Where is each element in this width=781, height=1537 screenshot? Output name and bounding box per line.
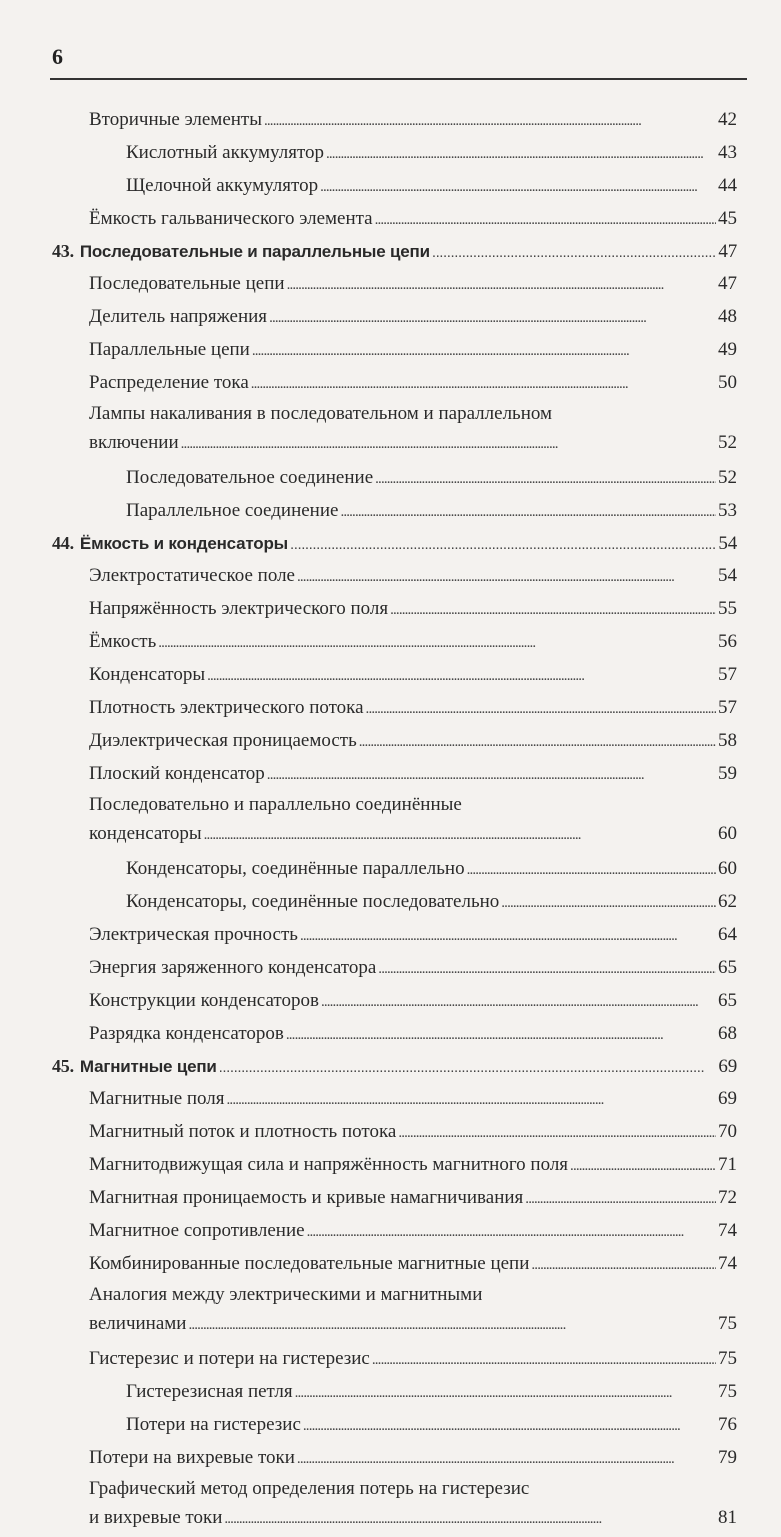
toc-leader-dots bbox=[307, 1215, 716, 1248]
toc-entry[interactable] bbox=[52, 1149, 737, 1182]
toc-leader-dots bbox=[204, 818, 716, 851]
toc-entry[interactable] bbox=[52, 560, 737, 593]
toc-leader-dots bbox=[290, 528, 716, 560]
toc-entry-title: Последовательные цепи bbox=[89, 273, 285, 294]
toc-entry[interactable] bbox=[52, 367, 737, 400]
toc-page-number: 75 bbox=[718, 1348, 737, 1369]
toc-entry-title: Магнитные цепи bbox=[79, 1057, 217, 1076]
toc-entry-title-line1: Аналогия между электрическими и магнитными bbox=[89, 1284, 483, 1305]
toc-entry[interactable] bbox=[52, 400, 737, 460]
toc-entry-title: Распределение тока bbox=[89, 372, 249, 393]
toc-entry[interactable] bbox=[52, 952, 737, 985]
toc-entry[interactable] bbox=[52, 1409, 737, 1442]
toc-section-number: 43. bbox=[52, 241, 74, 261]
toc-leader-dots bbox=[181, 427, 716, 460]
toc-entry-title-line1: Последовательно и параллельно соединённые bbox=[89, 794, 462, 815]
header-rule bbox=[50, 78, 747, 80]
toc-leader-dots bbox=[297, 560, 716, 593]
toc-entry-title: Энергия заряженного конденсатора bbox=[89, 957, 377, 978]
toc-page-number: 64 bbox=[718, 924, 737, 945]
toc-entry-title: Диэлектрическая проницаемость bbox=[89, 730, 357, 751]
toc-leader-dots bbox=[398, 1116, 716, 1149]
toc-leader-dots bbox=[467, 853, 716, 886]
toc-entry-title: Магнитные поля bbox=[89, 1088, 225, 1109]
toc-entry[interactable] bbox=[52, 1376, 737, 1409]
toc-entry[interactable] bbox=[52, 1343, 737, 1376]
toc-page-number: 68 bbox=[718, 1023, 737, 1044]
toc-entry-title: Электрическая прочность bbox=[89, 924, 298, 945]
toc-entry-title: Параллельное соединение bbox=[126, 500, 339, 521]
toc-page-number: 72 bbox=[718, 1187, 737, 1208]
toc-entry-title: величинами bbox=[89, 1313, 187, 1334]
toc-entry[interactable] bbox=[52, 462, 737, 495]
toc-page-number: 48 bbox=[718, 306, 737, 327]
toc-leader-dots bbox=[375, 462, 716, 495]
toc-leader-dots bbox=[269, 301, 716, 334]
toc-page-number: 81 bbox=[718, 1507, 737, 1528]
toc-leader-dots bbox=[252, 334, 716, 367]
toc-entry[interactable] bbox=[52, 791, 737, 851]
toc-leader-dots bbox=[375, 203, 716, 236]
toc-leader-dots bbox=[219, 1051, 717, 1083]
toc-leader-dots bbox=[525, 1182, 716, 1215]
toc-leader-dots bbox=[297, 1442, 716, 1475]
toc-page-number: 58 bbox=[718, 730, 737, 751]
toc-entry[interactable] bbox=[52, 203, 737, 236]
toc-page-number: 70 bbox=[718, 1121, 737, 1142]
toc-page-number: 74 bbox=[718, 1253, 737, 1274]
toc-leader-dots bbox=[158, 626, 716, 659]
toc-entry-title: Кислотный аккумулятор bbox=[126, 142, 324, 163]
toc-page-number: 47 bbox=[718, 273, 737, 294]
toc-page-number: 49 bbox=[718, 339, 737, 360]
toc-entry-title: Потери на гистерезис bbox=[126, 1414, 301, 1435]
toc-entry[interactable] bbox=[52, 626, 737, 659]
toc-entry-title: Последовательное соединение bbox=[126, 467, 374, 488]
toc-leader-dots bbox=[570, 1149, 716, 1182]
toc-entry-title: Плотность электрического потока bbox=[89, 697, 364, 718]
toc-section-entry[interactable] bbox=[52, 1051, 737, 1083]
toc-leader-dots bbox=[321, 985, 716, 1018]
toc-entry-title: Гистерезис и потери на гистерезис bbox=[89, 1348, 370, 1369]
toc-entry-title: Последовательные и параллельные цепи bbox=[79, 242, 430, 261]
toc-leader-dots bbox=[531, 1248, 716, 1281]
toc-entry[interactable] bbox=[52, 886, 737, 919]
toc-entry[interactable] bbox=[52, 1475, 737, 1535]
toc-entry[interactable] bbox=[52, 495, 737, 528]
toc-entry-title: и вихревые токи bbox=[89, 1507, 223, 1528]
toc-entry[interactable] bbox=[52, 301, 737, 334]
table-of-contents bbox=[52, 104, 737, 1537]
toc-leader-dots bbox=[227, 1083, 716, 1116]
toc-leader-dots bbox=[320, 170, 716, 203]
toc-page-number: 52 bbox=[718, 432, 737, 453]
toc-entry[interactable] bbox=[52, 268, 737, 301]
toc-leader-dots bbox=[372, 1343, 716, 1376]
toc-section-entry[interactable] bbox=[52, 528, 737, 560]
toc-leader-dots bbox=[303, 1409, 716, 1442]
toc-entry[interactable] bbox=[52, 170, 737, 203]
toc-page-number: 65 bbox=[718, 957, 737, 978]
toc-section-number: 45. bbox=[52, 1056, 74, 1076]
toc-entry[interactable] bbox=[52, 1442, 737, 1475]
toc-page-number: 53 bbox=[718, 500, 737, 521]
toc-entry-title: Конденсаторы, соединённые параллельно bbox=[126, 858, 465, 879]
toc-leader-dots bbox=[378, 952, 716, 985]
toc-entry-title: Напряжённость электрического поля bbox=[89, 598, 389, 619]
toc-page-number: 59 bbox=[718, 763, 737, 784]
toc-entry[interactable] bbox=[52, 985, 737, 1018]
toc-page-number: 74 bbox=[718, 1220, 737, 1241]
toc-entry[interactable] bbox=[52, 919, 737, 952]
toc-page-number: 55 bbox=[718, 598, 737, 619]
toc-entry[interactable] bbox=[52, 659, 737, 692]
toc-entry-title: Потери на вихревые токи bbox=[89, 1447, 295, 1468]
toc-leader-dots bbox=[224, 1502, 716, 1535]
toc-leader-dots bbox=[267, 758, 716, 791]
toc-entry[interactable] bbox=[52, 1018, 737, 1051]
toc-entry-title: Щелочной аккумулятор bbox=[126, 175, 319, 196]
toc-entry-title: Вторичные элементы bbox=[89, 109, 262, 130]
toc-entry-title: Электростатическое поле bbox=[89, 565, 295, 586]
toc-page-number: 52 bbox=[718, 467, 737, 488]
toc-page-number: 54 bbox=[718, 565, 737, 586]
toc-entry[interactable] bbox=[52, 725, 737, 758]
toc-entry-title: Комбинированные последовательные магнитные цепи bbox=[89, 1253, 530, 1274]
toc-page-number: 75 bbox=[718, 1313, 737, 1334]
toc-page-number: 60 bbox=[718, 823, 737, 844]
toc-entry[interactable] bbox=[52, 1182, 737, 1215]
toc-entry-title: включении bbox=[89, 432, 179, 453]
toc-section-number: 44. bbox=[52, 533, 74, 553]
toc-entry-title: Магнитная проницаемость и кривые намагничивания bbox=[89, 1187, 524, 1208]
toc-entry[interactable] bbox=[52, 137, 737, 170]
toc-entry-title: Разрядка конденсаторов bbox=[89, 1023, 284, 1044]
toc-page-number: 44 bbox=[718, 175, 737, 196]
toc-leader-dots bbox=[432, 236, 717, 268]
toc-entry-title: Магнитный поток и плотность потока bbox=[89, 1121, 397, 1142]
toc-page-number: 65 bbox=[718, 990, 737, 1011]
toc-leader-dots bbox=[287, 268, 716, 301]
toc-page-number: 47 bbox=[718, 241, 737, 262]
toc-entry[interactable] bbox=[52, 1116, 737, 1149]
toc-leader-dots bbox=[264, 104, 716, 137]
toc-leader-dots bbox=[326, 137, 716, 170]
toc-page-number: 57 bbox=[718, 697, 737, 718]
toc-leader-dots bbox=[207, 659, 716, 692]
toc-leader-dots bbox=[366, 692, 716, 725]
toc-entry-title: Делитель напряжения bbox=[89, 306, 268, 327]
toc-page-number: 45 bbox=[718, 208, 737, 229]
toc-leader-dots bbox=[359, 725, 716, 758]
toc-entry[interactable] bbox=[52, 692, 737, 725]
toc-page-number: 54 bbox=[718, 533, 737, 554]
toc-entry[interactable] bbox=[52, 334, 737, 367]
toc-page-number: 60 bbox=[718, 858, 737, 879]
toc-entry-title: Магнитодвижущая сила и напряжённость магнитного поля bbox=[89, 1154, 569, 1175]
toc-entry-title: Параллельные цепи bbox=[89, 339, 250, 360]
toc-leader-dots bbox=[501, 886, 716, 919]
toc-leader-dots bbox=[295, 1376, 716, 1409]
toc-page-number: 62 bbox=[718, 891, 737, 912]
toc-page-number: 56 bbox=[718, 631, 737, 652]
toc-entry[interactable] bbox=[52, 1281, 737, 1341]
toc-entry[interactable] bbox=[52, 758, 737, 791]
toc-entry-title-line1: Графический метод определения потерь на гистерезис bbox=[89, 1478, 530, 1499]
toc-entry-title: Конструкции конденсаторов bbox=[89, 990, 319, 1011]
toc-entry-title: Конденсаторы, соединённые последовательно bbox=[126, 891, 500, 912]
toc-entry[interactable] bbox=[52, 104, 737, 137]
toc-page-number: 71 bbox=[718, 1154, 737, 1175]
toc-page-number: 69 bbox=[718, 1056, 737, 1077]
toc-entry[interactable] bbox=[52, 593, 737, 626]
toc-entry-title: Гистерезисная петля bbox=[126, 1381, 293, 1402]
page-number: 6 bbox=[52, 44, 63, 69]
toc-leader-dots bbox=[300, 919, 716, 952]
toc-entry-title: Ёмкость bbox=[89, 631, 157, 652]
toc-page-number: 75 bbox=[718, 1381, 737, 1402]
toc-page-number: 57 bbox=[718, 664, 737, 685]
toc-section-entry[interactable] bbox=[52, 236, 737, 268]
toc-page-number: 79 bbox=[718, 1447, 737, 1468]
toc-entry-title: Конденсаторы bbox=[89, 664, 206, 685]
toc-entry[interactable] bbox=[52, 1215, 737, 1248]
toc-leader-dots bbox=[286, 1018, 716, 1051]
toc-page-number: 69 bbox=[718, 1088, 737, 1109]
toc-entry-title: Ёмкость и конденсаторы bbox=[79, 534, 288, 553]
toc-leader-dots bbox=[390, 593, 716, 626]
toc-entry-title: конденсаторы bbox=[89, 823, 202, 844]
toc-entry-title: Ёмкость гальванического элемента bbox=[89, 208, 373, 229]
toc-entry[interactable] bbox=[52, 1083, 737, 1116]
toc-entry[interactable] bbox=[52, 853, 737, 886]
toc-entry-title-line1: Лампы накаливания в последовательном и параллельном bbox=[89, 403, 553, 424]
toc-entry-title: Плоский конденсатор bbox=[89, 763, 265, 784]
toc-page-number: 50 bbox=[718, 372, 737, 393]
toc-page-number: 43 bbox=[718, 142, 737, 163]
toc-leader-dots bbox=[251, 367, 716, 400]
toc-page-number: 76 bbox=[718, 1414, 737, 1435]
toc-entry[interactable] bbox=[52, 1248, 737, 1281]
toc-page-number: 42 bbox=[718, 109, 737, 130]
toc-leader-dots bbox=[340, 495, 716, 528]
toc-leader-dots bbox=[188, 1308, 716, 1341]
toc-entry-title: Магнитное сопротивление bbox=[89, 1220, 305, 1241]
